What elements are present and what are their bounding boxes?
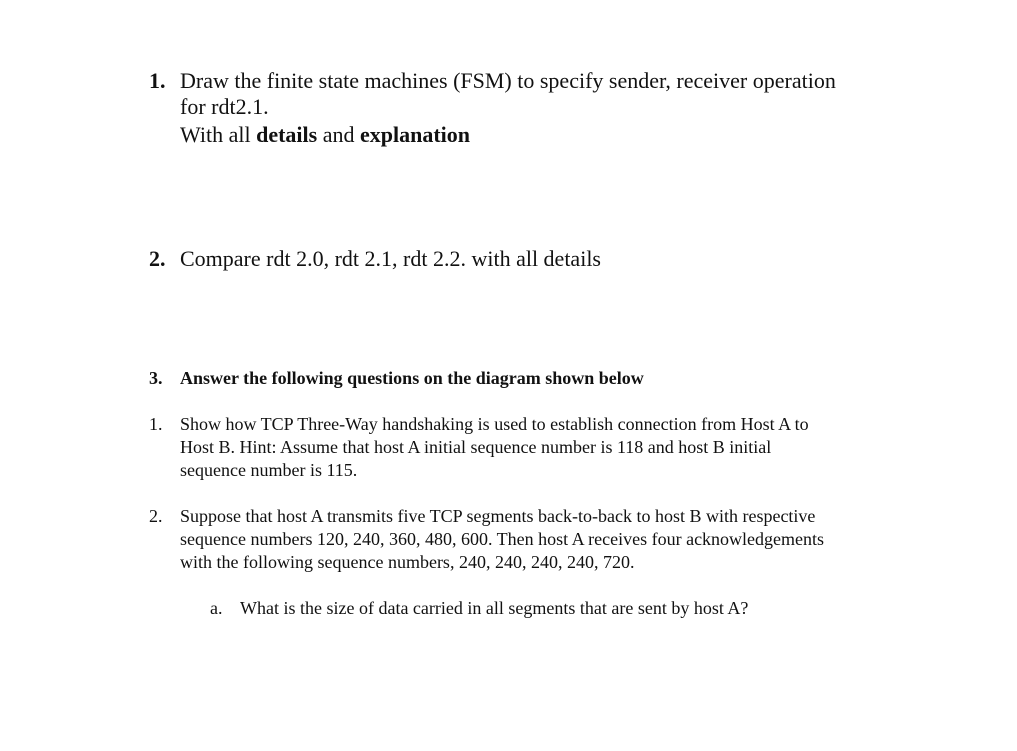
q2-number: 2. xyxy=(149,246,166,271)
q3-sub2-line-1: Suppose that host A transmits five TCP segments back-to-back to host B with respective xyxy=(180,506,816,526)
q1-number: 1. xyxy=(149,68,166,93)
q3-sub2a-text: What is the size of data carried in all segments that are sent by host A? xyxy=(240,598,749,618)
q1-line-3-text-a: With all xyxy=(180,122,257,147)
q1-explanation-bold: explanation xyxy=(360,122,471,147)
q3-sub1-line-1: Show how TCP Three-Way handshaking is used to establish connection from Host A to xyxy=(180,414,809,434)
q2-text: Compare rdt 2.0, rdt 2.1, rdt 2.2. with all details xyxy=(180,246,601,271)
q3-sub2-number: 2. xyxy=(149,506,163,526)
q3-sub2-line-2: sequence numbers 120, 240, 360, 480, 600. Then host A receives four acknowledgements xyxy=(180,529,825,549)
q3-heading: Answer the following questions on the diagram shown below xyxy=(180,368,644,388)
q1-line-3-text-b: and xyxy=(317,122,360,147)
q3-sub2a-letter: a. xyxy=(210,598,223,618)
q1-details-bold: details xyxy=(256,122,318,147)
q1-line-3 xyxy=(180,124,470,146)
q3-sub1-number: 1. xyxy=(149,414,163,434)
q3-sub2-line-3: with the following sequence numbers, 240, 240, 240, 240, 720. xyxy=(180,552,635,572)
q1-line-2: for rdt2.1. xyxy=(180,94,269,119)
q3-sub1-line-3: sequence number is 115. xyxy=(180,460,358,480)
q1-line-1: Draw the finite state machines (FSM) to specify sender, receiver operation xyxy=(180,68,836,93)
q3-number: 3. xyxy=(149,368,163,388)
q3-sub1-line-2: Host B. Hint: Assume that host A initial sequence number is 118 and host B initial xyxy=(180,437,772,457)
